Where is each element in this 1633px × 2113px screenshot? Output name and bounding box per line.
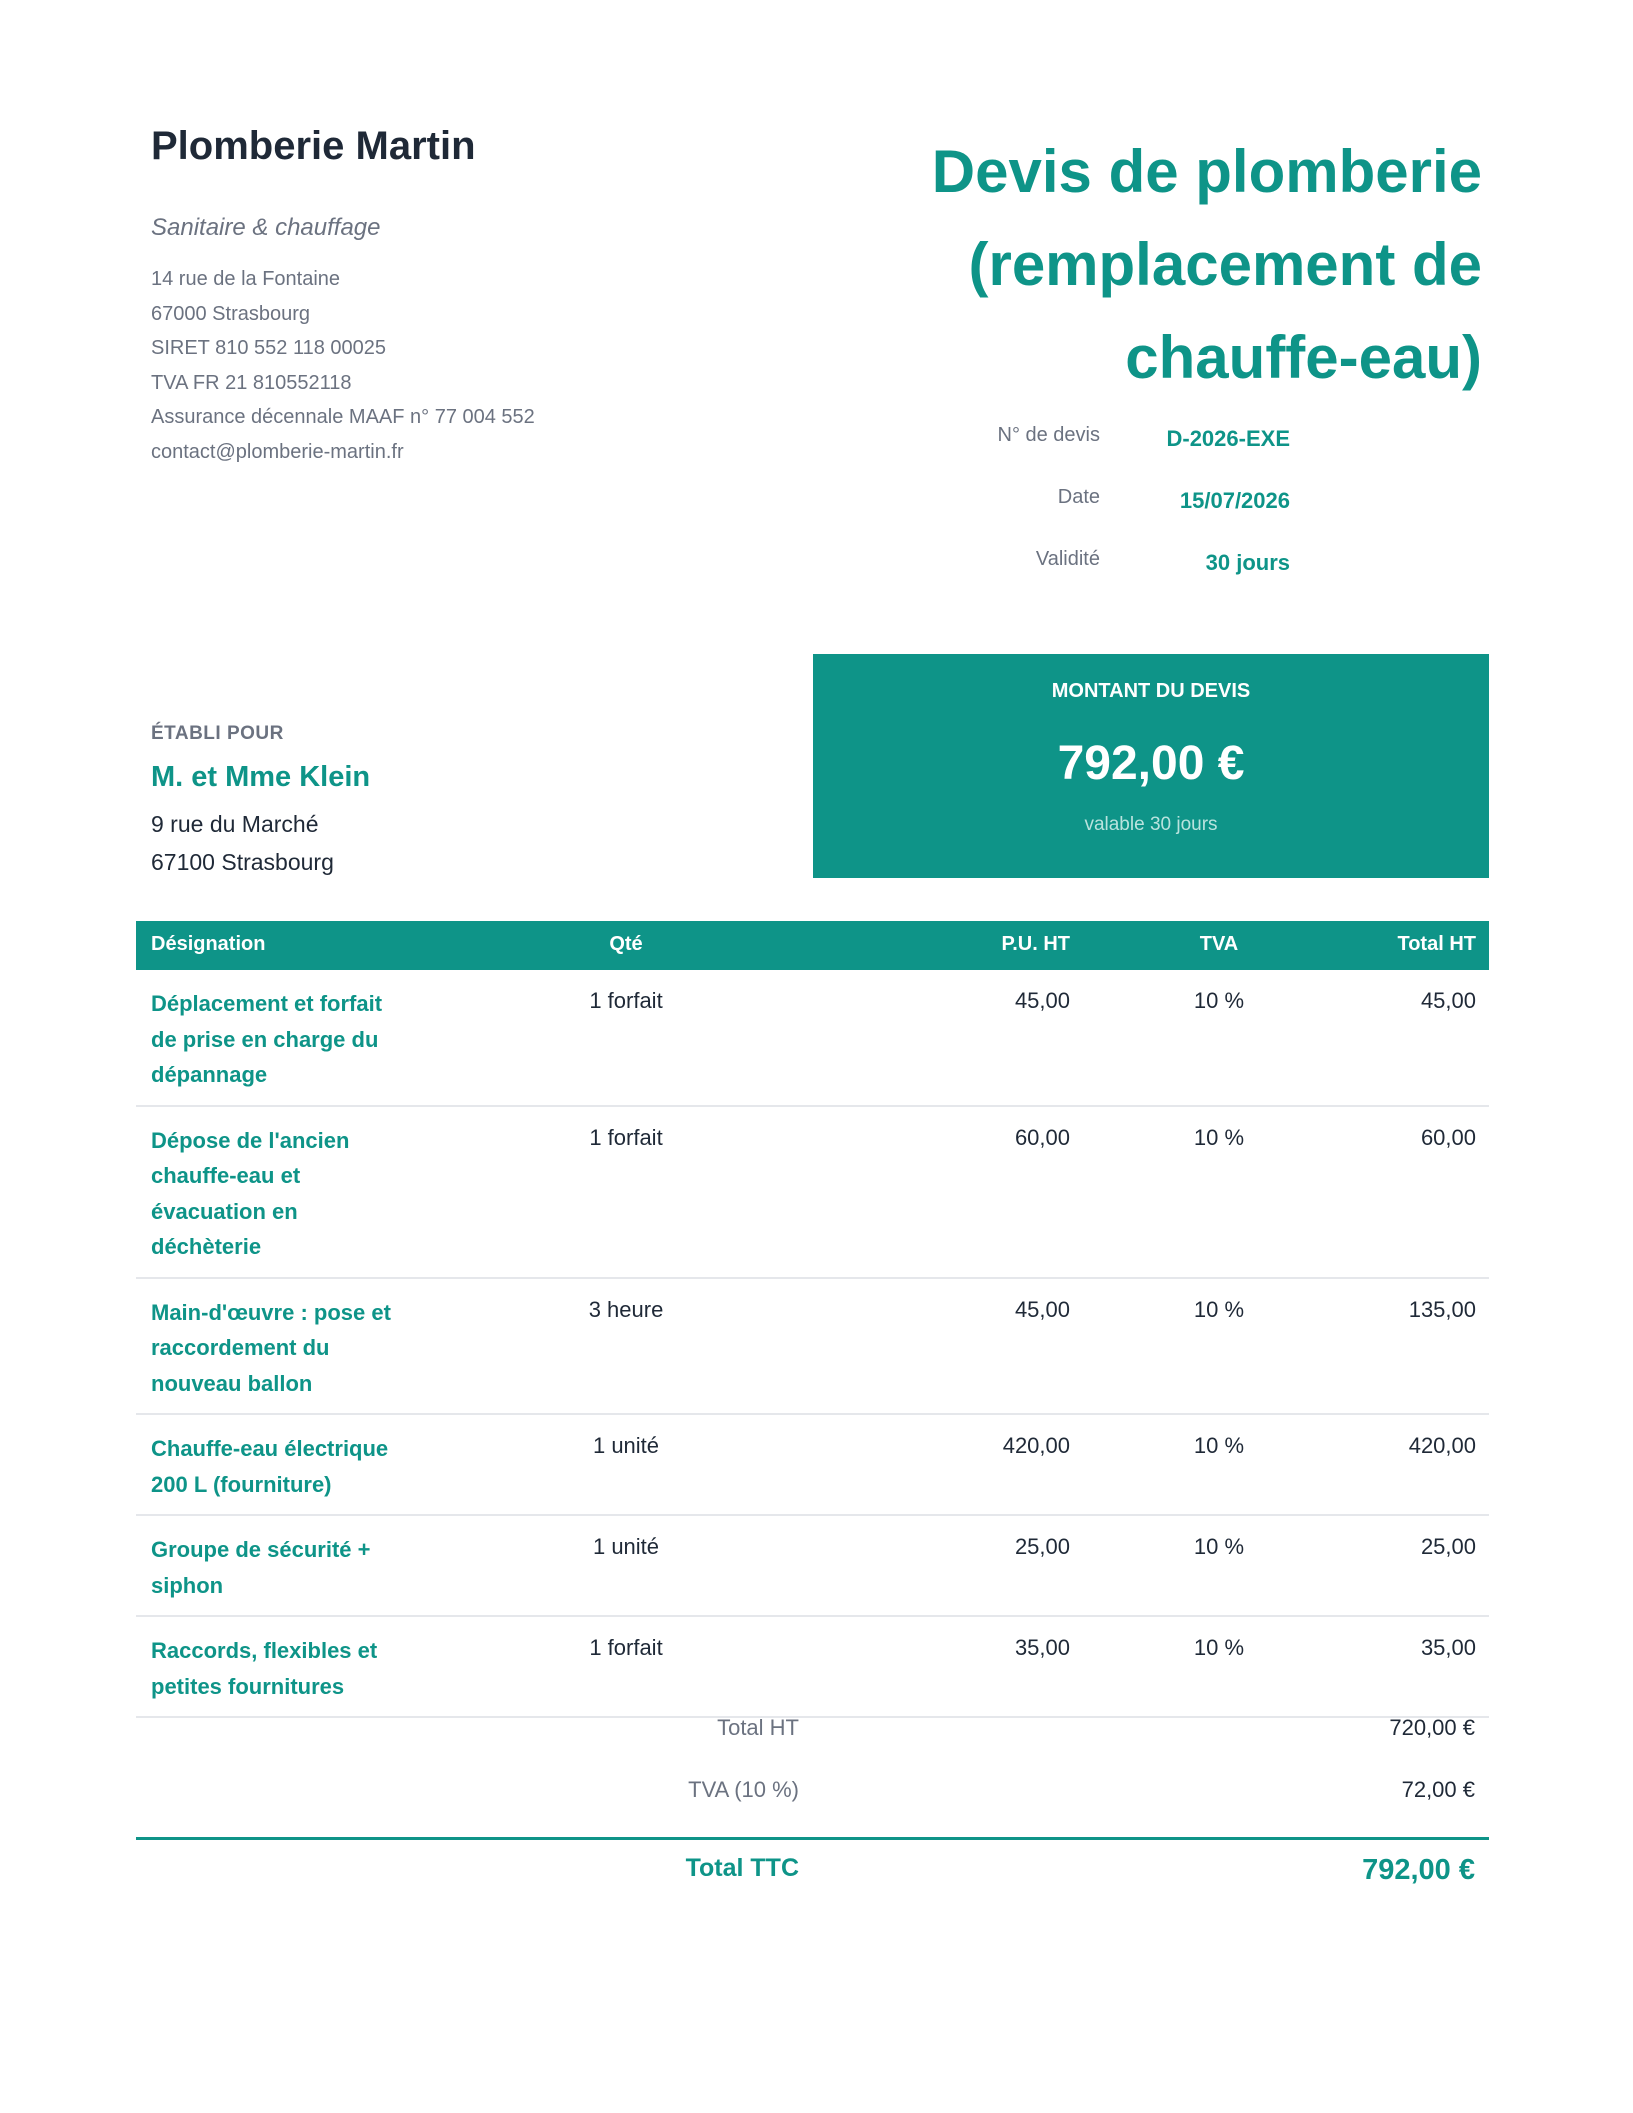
meta-row-validity (900, 548, 1400, 610)
company-name: Plomberie Martin (151, 124, 476, 168)
company-siret: SIRET 810 552 118 00025 (151, 337, 386, 359)
total-tva-value: 72,00 € (1401, 1777, 1475, 1802)
row-tva: 10 % (1193, 1433, 1245, 1458)
total-ttc-value: 792,00 € (1362, 1854, 1475, 1886)
client-address (151, 805, 334, 881)
row-unit-price: 45,00 (1014, 988, 1070, 1013)
table-row (136, 1617, 1489, 1718)
document-title (782, 125, 1482, 404)
document-title-line1: Devis de plomberie (931, 138, 1482, 205)
row-unit-price: 35,00 (1014, 1635, 1070, 1660)
header-designation: Désignation (151, 933, 266, 955)
row-designation: Main-d'œuvre : pose et raccordement du nouveau ballon (151, 1299, 391, 1396)
company-tva: TVA FR 21 810552118 (151, 371, 352, 394)
amount-value: 792,00 € (1057, 737, 1245, 790)
row-unit-price: 25,00 (1014, 1534, 1070, 1559)
row-designation: Déplacement et forfait de prise en charge du dépannage (151, 991, 383, 1087)
header-qty: Qté (609, 933, 643, 955)
row-qty: 1 unité (592, 1433, 660, 1458)
row-designation: Groupe de sécurité + siphon (151, 1537, 371, 1598)
row-total: 60,00 (1420, 1124, 1476, 1150)
row-unit-price: 60,00 (1014, 1124, 1070, 1150)
meta-label: Date (1057, 486, 1100, 508)
document-meta (900, 424, 1400, 610)
row-qty: 3 heure (588, 1296, 664, 1322)
row-total: 35,00 (1420, 1635, 1476, 1660)
meta-row-date (900, 486, 1400, 548)
total-ht-label: Total HT (717, 1715, 799, 1740)
row-qty: 1 forfait (589, 988, 663, 1013)
total-ht-value: 720,00 € (1389, 1715, 1475, 1740)
header-tva: TVA (1199, 933, 1239, 955)
totals-block (136, 1715, 1489, 1900)
table-row (136, 1279, 1489, 1416)
row-designation: Dépose de l'ancien chauffe-eau et évacuation en déchèterie (151, 1127, 350, 1259)
company-email: contact@plomberie-martin.fr (151, 440, 404, 463)
company-details (151, 262, 535, 469)
row-qty: 1 forfait (589, 1635, 663, 1660)
meta-label: Validité (1035, 548, 1100, 570)
row-designation: Chauffe-eau électrique 200 L (fourniture) (151, 1436, 389, 1497)
meta-value: 15/07/2026 (1179, 488, 1290, 513)
row-unit-price: 45,00 (1014, 1296, 1070, 1322)
client-label: ÉTABLI POUR (151, 723, 284, 744)
row-qty: 1 forfait (589, 1124, 663, 1150)
row-total: 420,00 (1408, 1433, 1476, 1458)
amount-box (813, 654, 1489, 878)
header-unit-price: P.U. HT (1001, 933, 1070, 955)
table-row (136, 1516, 1489, 1617)
meta-row-number (900, 424, 1400, 486)
row-tva: 10 % (1193, 1296, 1245, 1322)
company-address-line1: 14 rue de la Fontaine (151, 268, 341, 290)
total-ht-row (136, 1715, 1489, 1777)
amount-title: MONTANT DU DEVIS (1051, 680, 1251, 702)
row-total: 25,00 (1420, 1534, 1476, 1559)
company-tagline: Sanitaire & chauffage (151, 214, 381, 241)
table-row (136, 970, 1489, 1107)
table-row (136, 1107, 1489, 1279)
document-title-line2: (remplacement de (968, 231, 1482, 298)
amount-note: valable 30 jours (1084, 814, 1218, 835)
document-title-line3: chauffe-eau) (1125, 324, 1482, 391)
company-address-line2: 67000 Strasbourg (151, 302, 311, 325)
items-table (136, 921, 1489, 1718)
client-name: M. et Mme Klein (151, 761, 371, 793)
meta-label: N° de devis (997, 424, 1100, 446)
row-qty: 1 unité (592, 1534, 660, 1559)
row-tva: 10 % (1193, 1124, 1245, 1150)
row-tva: 10 % (1193, 1534, 1245, 1559)
row-total: 45,00 (1420, 988, 1476, 1013)
total-tva-label: TVA (10 %) (688, 1777, 799, 1802)
total-ttc-label: Total TTC (685, 1854, 799, 1882)
meta-value: 30 jours (1205, 550, 1290, 575)
row-designation: Raccords, flexibles et petites fournitures (151, 1638, 378, 1699)
row-unit-price: 420,00 (1002, 1433, 1070, 1458)
total-tva-row (136, 1777, 1489, 1839)
client-address-line2: 67100 Strasbourg (151, 849, 334, 875)
header-total: Total HT (1397, 933, 1476, 955)
table-row (136, 1415, 1489, 1516)
total-ttc-row (136, 1837, 1489, 1900)
client-address-line1: 9 rue du Marché (151, 811, 319, 837)
row-tva: 10 % (1193, 988, 1245, 1013)
company-insurance: Assurance décennale MAAF n° 77 004 552 (151, 406, 535, 428)
table-header (136, 921, 1489, 970)
row-tva: 10 % (1193, 1635, 1245, 1660)
meta-value: D-2026-EXE (1166, 426, 1290, 451)
row-total: 135,00 (1408, 1296, 1476, 1322)
